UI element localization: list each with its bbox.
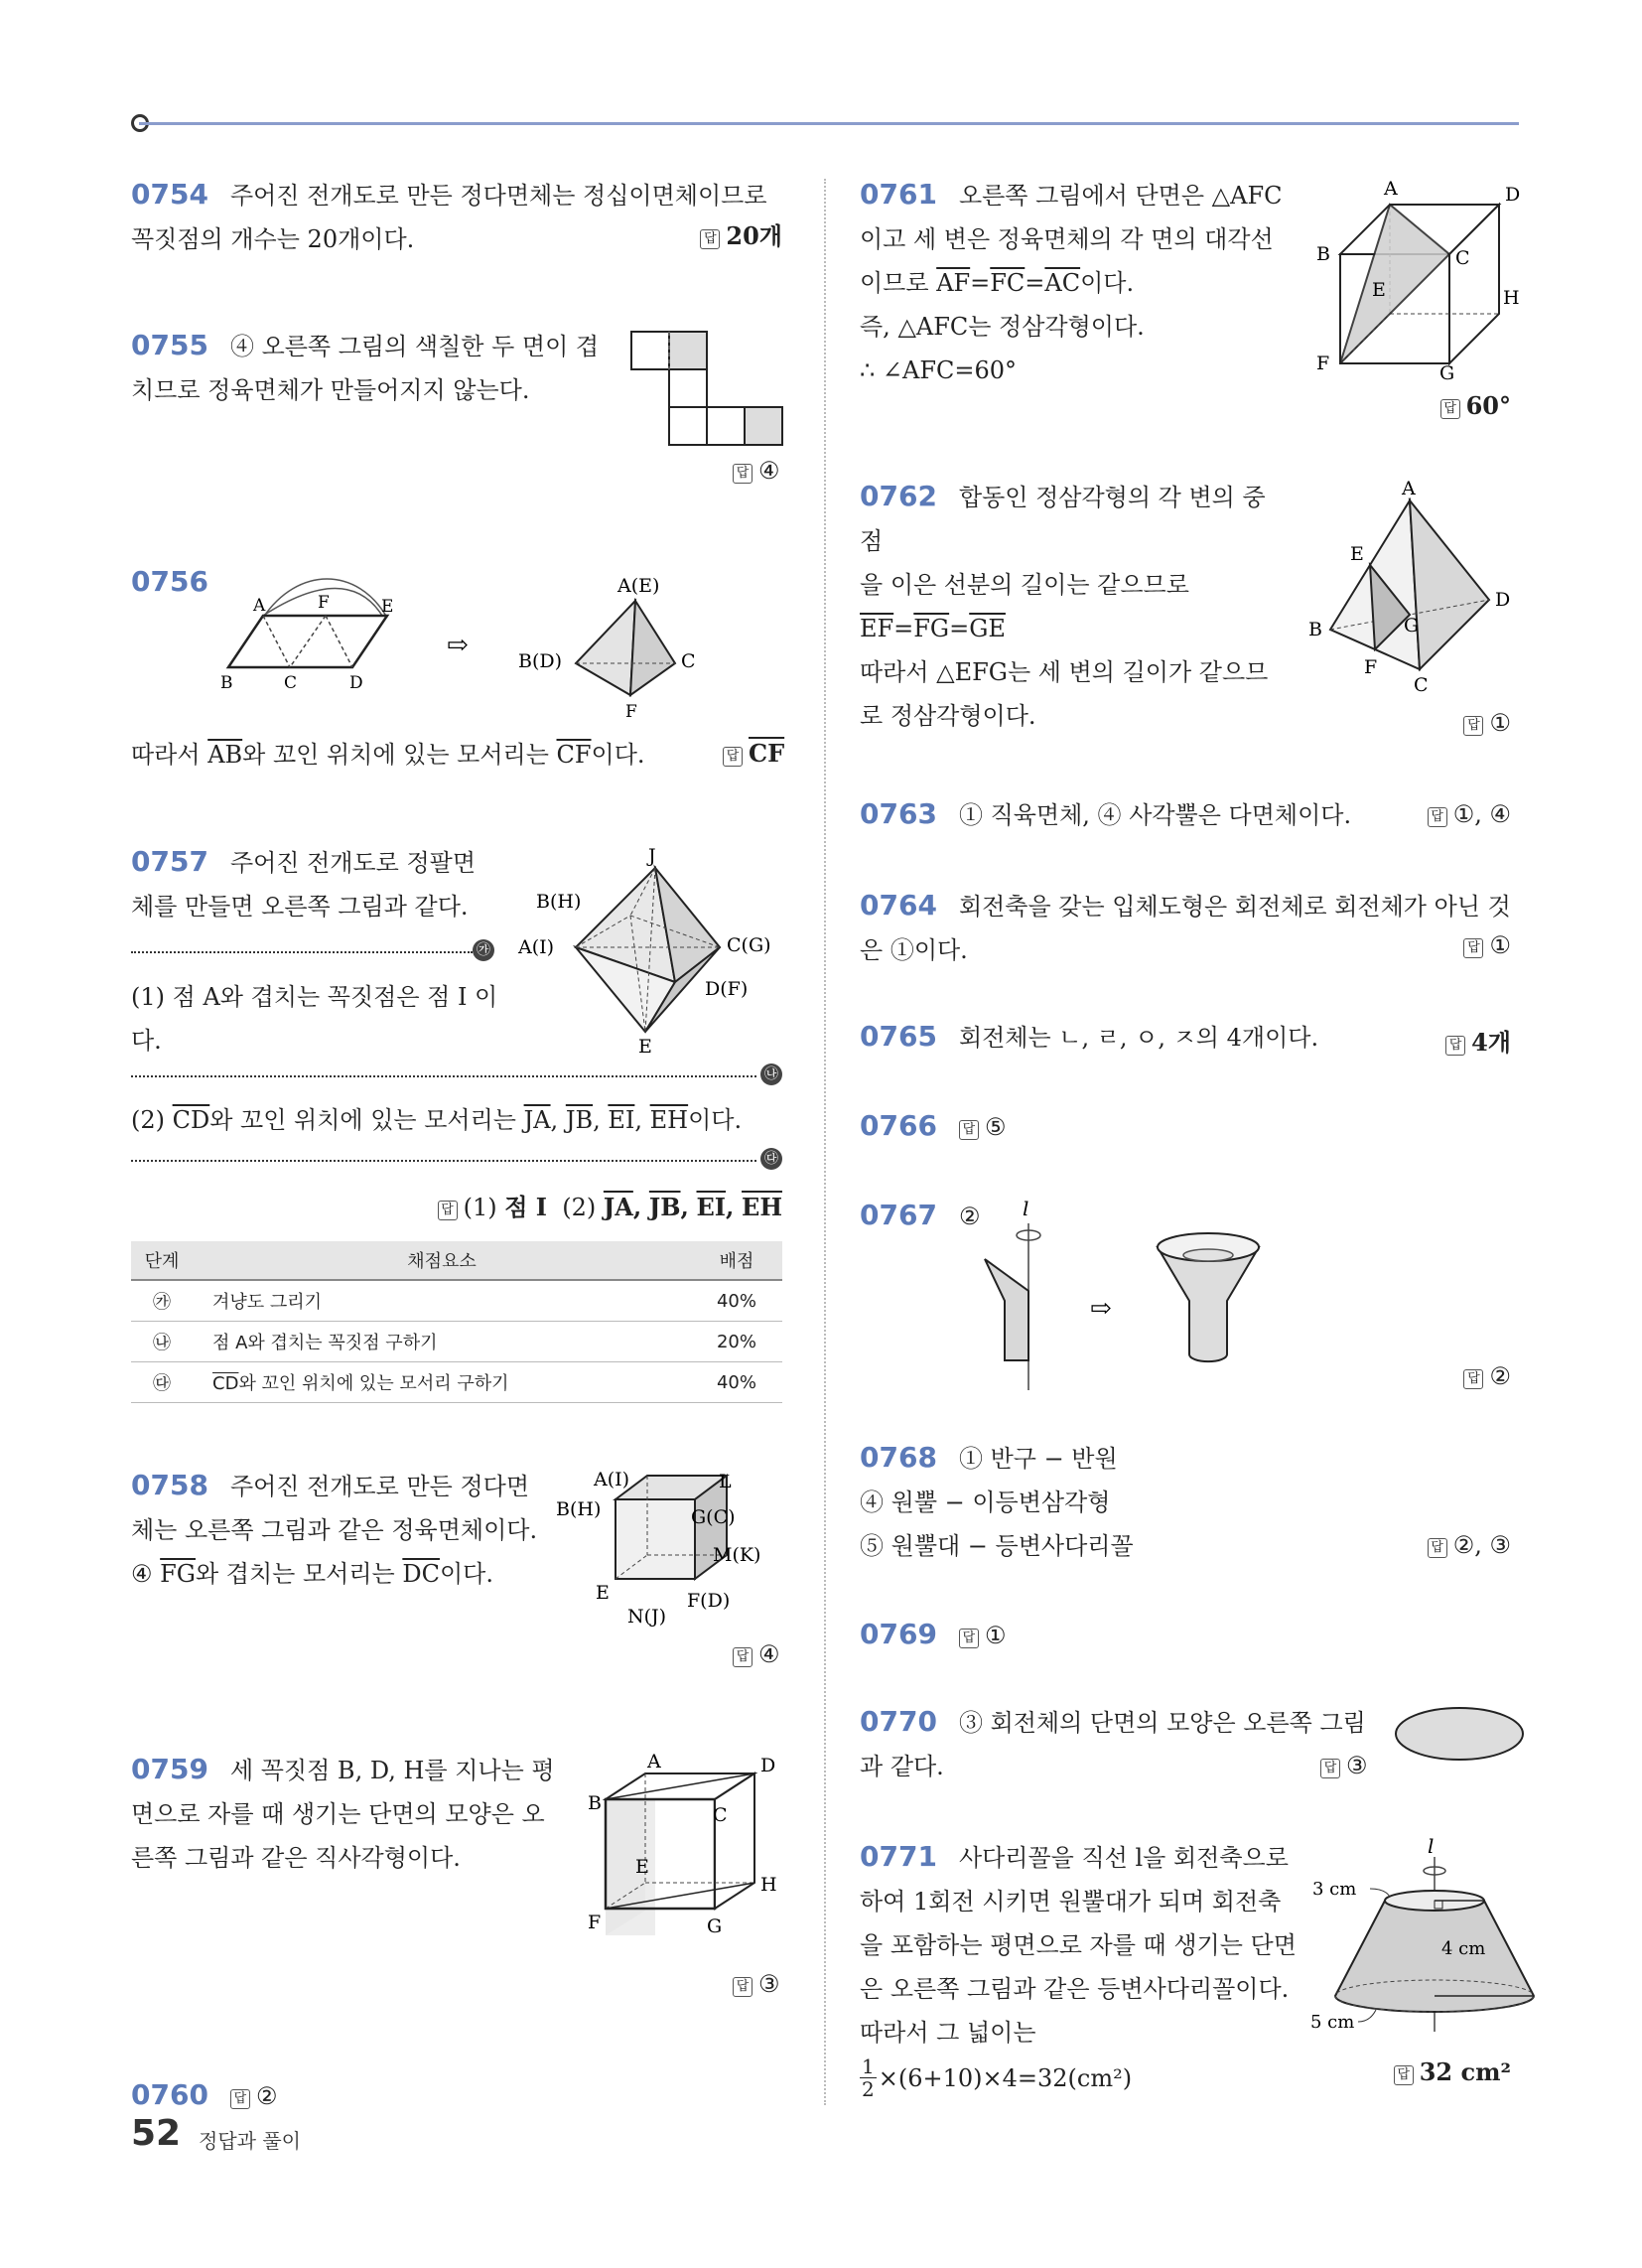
problem-number: 0764: [860, 889, 937, 921]
tetrahedron-net-figure: [208, 556, 725, 725]
answer-marker: 답: [1320, 1759, 1340, 1778]
area-formula: $\frac{1}{2}$ ×(6+10)×4=32(cm²): [862, 2055, 1133, 2101]
answer-0759: 답 ③: [733, 1970, 780, 1998]
problem-number: 0766: [860, 1109, 937, 1142]
vertex-label: E: [596, 1582, 610, 1604]
vertex-label: C: [713, 1804, 728, 1826]
problem-number: 0765: [860, 1020, 937, 1053]
answer-marker: 답: [1445, 1036, 1465, 1056]
table-row: ㉯ 점 A와 겹치는 꼭짓점 구하기 20%: [131, 1322, 782, 1362]
vertex-label: A: [1384, 178, 1398, 200]
problem-0760: 0760 답 ②: [131, 2078, 278, 2111]
cube-figure-0758: [556, 1466, 794, 1634]
problem-0771: 0771 사다리꼴을 직선 l을 회전축으로 하여 1회전 시키면 원뿔대가 되며 회전축 을 포함하는 평면으로 자를 때 생기는 단면 은 오른쪽 그림과 같은 등변사다리꼴이다. 따라서 그 넓이는: [860, 1840, 1297, 2047]
vertex-label: F: [625, 702, 637, 722]
vertex-label: L: [719, 1471, 732, 1492]
problem-0759: [131, 1748, 558, 1880]
problem-number: 0770: [860, 1705, 937, 1738]
vertex-label: E: [635, 1856, 649, 1878]
table-header: 채점요소: [193, 1241, 691, 1280]
step-2-text: (2) $\overline{CD}$와 꼬인 위치에 있는 모서리는 $\overline{JA}$, $\overline{JB}$, $\overline{EI}$, $\overline{EH}$이다.: [131, 1106, 743, 1134]
solution-text: ④ 오른쪽 그림의 색칠한 두 면이 겹치므로 정육면체가 만들어지지 않는다.: [131, 333, 600, 404]
vertex-label: A: [253, 596, 266, 616]
answer-marker: 답: [1394, 2065, 1414, 2085]
problem-number: 0759: [131, 1753, 208, 1785]
vertex-label: A(E): [617, 575, 660, 597]
cube-section-figure-0761: [1310, 175, 1529, 383]
answer-marker: 답: [959, 1629, 979, 1648]
answer-marker: 답: [1428, 1538, 1447, 1558]
step-divider: [131, 951, 473, 953]
arrow-icon: ⇨: [1090, 1294, 1112, 1324]
problem-0757: [131, 840, 498, 928]
vertex-label: D(F): [705, 978, 749, 1000]
column-divider: [824, 179, 826, 2105]
vertex-label: B(D): [518, 650, 563, 672]
answer-0765: 답 4개: [1445, 1023, 1511, 1058]
section-title: 정답과 풀이: [199, 2129, 301, 2153]
vertex-label: B: [588, 1792, 602, 1814]
answer-marker: 답: [1440, 399, 1460, 419]
problem-number: 0767: [860, 1199, 937, 1231]
answer-0768: 답 ②, ③: [1428, 1531, 1511, 1559]
answer-0764: 답 ①: [1463, 931, 1511, 959]
arrow-icon: ⇨: [447, 631, 469, 660]
axis-label: l: [1428, 1837, 1435, 1858]
problem-0770: 0770 ③ 회전체의 단면의 모양은 오른쪽 그림과 같다.: [860, 1705, 1366, 1780]
step-mark: ㉰: [760, 1148, 782, 1170]
fraction-denominator: 2: [862, 2077, 875, 2101]
vertex-label: D: [1505, 184, 1521, 206]
vertex-label: N(J): [627, 1606, 667, 1628]
problem-0758: 0758 주어진 전개도로 만든 정다면체는 오른쪽 그림과 같은 정육면체이다. ④ $\overline{FG}$와 겹치는 모서리는 $\overline{DC}$이다.: [131, 1469, 538, 1588]
answer-0761: 답 60°: [1440, 391, 1511, 420]
answer-marker: 답: [700, 229, 720, 249]
vertex-label: C: [1455, 247, 1470, 269]
rotation-figure-0767: [973, 1196, 1271, 1394]
segment: $\overline{AB}$: [207, 741, 243, 769]
answer-0754: 답 20개: [700, 216, 782, 251]
problem-0766: 0766 답 ⑤: [860, 1109, 1007, 1142]
vertex-label: D: [760, 1755, 776, 1776]
vertex-label: A: [647, 1752, 661, 1772]
vertex-label: E: [381, 597, 394, 617]
vertex-label: J: [648, 848, 656, 867]
vertex-label: A: [1402, 481, 1416, 499]
problem-0768: 0768 ① 반구 − 반원 ④ 원뿔 − 이등변삼각형 ⑤ 원뿔대 − 등변사다리꼴: [860, 1441, 1134, 1560]
table-row: ㉰ $\overline{CD}$와 꼬인 위치에 있는 모서리 구하기 40%: [131, 1362, 782, 1403]
vertex-label: B: [1316, 243, 1330, 265]
answer-marker: 답: [959, 1120, 979, 1140]
answer-0767: 답 ②: [1463, 1362, 1511, 1390]
problem-number: 0758: [131, 1469, 208, 1501]
answer-0763: 답 ①, ④: [1428, 800, 1511, 828]
page-number: 52: [131, 2113, 182, 2154]
answer-marker: 답: [723, 747, 743, 767]
answer-marker: 답: [1463, 1369, 1483, 1389]
problem-number: 0763: [860, 797, 937, 830]
vertex-label: G: [707, 1915, 723, 1937]
answer-0770: 답 ③: [1320, 1752, 1368, 1779]
vertex-label: C: [1414, 674, 1429, 696]
problem-0761: 0761 오른쪽 그림에서 단면은 △AFC 이고 세 변은 정육면체의 각 면의 대각선 이므로 $\overline{AF}=\overline{FC}=\overline{AC}$이다. 즉, △AFC는 정삼각형이다. ∴ ∠AFC=60°: [860, 178, 1283, 384]
solution-text: 주어진 전개도로 만든 정다면체는 정십이면체이므로 꼭짓점의 개수는 20개이다.: [131, 182, 767, 253]
answer-0757: 답 (1) 점 I (2) $\overline{JA}$, $\overline{JB}$, $\overline{EI}$, $\overline{EH}$: [438, 1188, 782, 1222]
step-divider: [131, 1160, 756, 1162]
vertex-label: F: [1316, 353, 1330, 374]
answer-marker: 답: [438, 1201, 458, 1220]
vertex-label: B: [1308, 619, 1322, 640]
problem-number: 0756: [131, 565, 208, 598]
answer-marker: 답: [230, 2089, 250, 2109]
fraction-numerator: 1: [862, 2055, 875, 2078]
dimension-label: 4 cm: [1441, 1938, 1486, 1959]
vertex-label: E: [1350, 543, 1364, 565]
problem-number: 0760: [131, 2078, 208, 2111]
vertex-label: F(D): [687, 1590, 731, 1612]
answer-marker: 답: [733, 464, 753, 484]
problem-number: 0754: [131, 178, 208, 211]
vertex-label: B(H): [556, 1498, 602, 1520]
vertex-label: C: [284, 673, 298, 693]
problem-0754: [131, 173, 786, 261]
answer-0756: 답 $\overline{CF}$: [723, 739, 784, 768]
problem-number: 0755: [131, 329, 208, 361]
table-header: 배점: [691, 1241, 782, 1280]
octahedron-figure: [516, 848, 804, 1057]
answer-0762: 답 ①: [1463, 709, 1511, 737]
problem-0763: 0763 ① 직육면체, ④ 사각뿔은 다면체이다.: [860, 797, 1352, 830]
vertex-label: D: [349, 673, 363, 693]
problem-0755: [131, 324, 608, 412]
answer-marker: 답: [733, 1647, 753, 1667]
vertex-label: G: [1439, 362, 1455, 383]
cube-net-figure: [625, 328, 794, 452]
vertex-label: F: [1364, 656, 1378, 678]
frustum-figure-0771: [1310, 1837, 1539, 2036]
solution-text: 세 꼭짓점 B, D, H를 지나는 평면으로 자를 때 생기는 단면의 모양은 오른쪽 그림과 같은 직사각형이다.: [131, 1757, 555, 1872]
step-divider: [131, 1075, 756, 1077]
vertex-label: H: [760, 1874, 777, 1896]
problem-number: 0771: [860, 1840, 937, 1873]
vertex-label: E: [638, 1036, 652, 1057]
answer-0758: 답 ④: [733, 1640, 780, 1668]
dimension-label: 3 cm: [1312, 1879, 1357, 1900]
solution-0756: 따라서 $\overline{AB}$와 꼬인 위치에 있는 모서리는 $\overline{CF}$이다.: [131, 741, 645, 769]
cube-section-figure-0759: [586, 1752, 794, 1950]
problem-0765: 0765 회전체는 ㄴ, ㄹ, ㅇ, ㅈ의 4개이다.: [860, 1020, 1319, 1053]
vertex-label: C(G): [727, 934, 771, 956]
vertex-label: G(C): [691, 1506, 736, 1528]
vertex-label: F: [318, 593, 330, 613]
vertex-label: F: [588, 1912, 602, 1933]
answer-0771: 답 32 cm²: [1394, 2057, 1511, 2086]
vertex-label: B: [220, 673, 233, 693]
segment: $\overline{CF}$: [556, 741, 592, 769]
table-header: 단계: [131, 1241, 193, 1280]
problem-0762: 0762 합동인 정삼각형의 각 변의 중점 을 이은 선분의 길이는 같으므로 $\overline{EF}=\overline{FG}=\overline{GE}$ 따라서 △EFG는 세 변의 길이가 같으므 로 정삼각형이다.: [860, 480, 1269, 730]
answer-marker: 답: [1463, 716, 1483, 736]
problem-number: 0762: [860, 480, 937, 512]
scoring-table: [131, 1241, 782, 1403]
answer-marker: 답: [1428, 807, 1447, 827]
tetrahedron-section-figure-0762: [1300, 481, 1529, 699]
problem-number: 0769: [860, 1618, 937, 1650]
step-mark: ㉯: [760, 1063, 782, 1085]
vertex-label: A(I): [594, 1469, 630, 1490]
answer-0755: 답 ④: [733, 457, 780, 485]
vertex-label: C: [681, 650, 696, 672]
ellipse-figure-0770: [1390, 1702, 1529, 1766]
problem-number: 0768: [860, 1441, 937, 1474]
problem-number: 0761: [860, 178, 937, 211]
vertex-label: D: [1495, 589, 1511, 611]
answer-marker: 답: [733, 1977, 753, 1997]
step-mark: ㉮: [473, 939, 494, 961]
answer-marker: 답: [1463, 938, 1483, 958]
vertex-label: B(H): [536, 891, 582, 913]
problem-number: 0757: [131, 845, 208, 878]
dimension-label: 5 cm: [1310, 2012, 1355, 2033]
problem-0764: 0764 회전축을 갖는 입체도형은 회전체로 회전체가 아닌 것은 ①이다.: [860, 889, 1511, 964]
vertex-label: G: [1404, 615, 1420, 637]
table-row: ㉮ 겨냥도 그리기 40%: [131, 1280, 782, 1322]
problem-0769: 0769 답 ①: [860, 1618, 1007, 1650]
vertex-label: E: [1372, 279, 1386, 301]
vertex-label: H: [1503, 287, 1520, 309]
step-1-text: (1) 점 A와 겹치는 꼭짓점은 점 I 이다.: [131, 983, 498, 1055]
solution-text: 주어진 전개도로 정팔면체를 만들면 오른쪽 그림과 같다.: [131, 849, 477, 921]
header-rule: [139, 122, 1519, 125]
vertex-label: A(I): [518, 936, 555, 958]
problem-0767: 0767 ②: [860, 1199, 981, 1231]
vertex-label: M(K): [713, 1544, 761, 1566]
axis-label: l: [1023, 1197, 1029, 1220]
